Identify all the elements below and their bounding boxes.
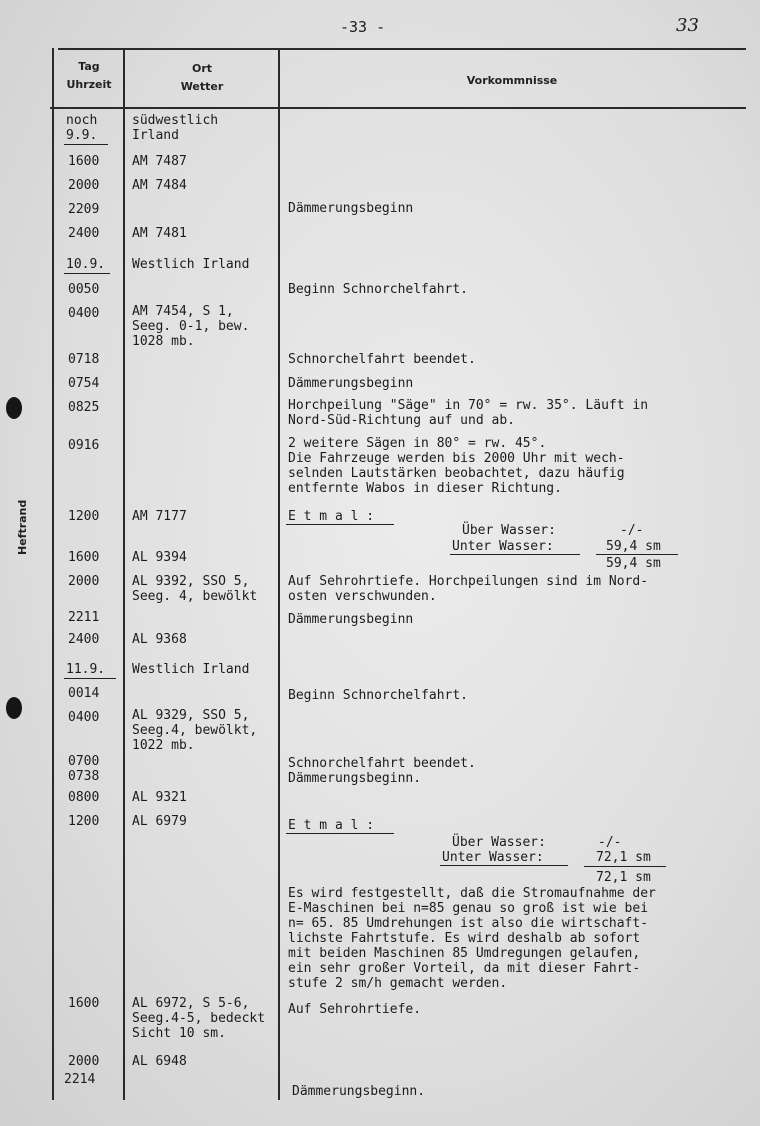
row-time: 2000 — [68, 1054, 100, 1069]
row-time: 0718 — [68, 352, 100, 367]
etmal-underline — [286, 833, 394, 834]
top-rule — [58, 48, 746, 50]
etmal-label-above: Über Wasser: — [452, 835, 546, 850]
etmal-sum-line — [596, 554, 678, 555]
row-time: 0700 0738 — [68, 754, 100, 784]
page-number: -33 - — [340, 18, 386, 36]
row-place: AL 9394 — [132, 550, 187, 565]
margin-label: Heftrand — [16, 499, 29, 555]
row-place: AM 7177 — [132, 509, 187, 524]
col-divider-2 — [123, 48, 125, 1100]
row-time: 0014 — [68, 686, 100, 701]
row-time: 1200 — [68, 509, 100, 524]
col-divider-1 — [52, 48, 54, 1100]
etmal-total: 72,1 sm — [596, 870, 651, 885]
row-place: Westlich Irland — [132, 257, 250, 272]
row-place: AL 6972, S 5-6, Seeg.4-5, bedeckt Sicht 10 sm. — [132, 996, 266, 1041]
row-place: AL 6948 — [132, 1054, 187, 1069]
row-time: 2400 — [68, 632, 100, 647]
row-time: 0050 — [68, 282, 100, 297]
date-underline — [64, 678, 116, 679]
row-event: Beginn Schnorchelfahrt. — [288, 282, 469, 297]
row-time: 1600 — [68, 154, 100, 169]
row-time: 0916 — [68, 438, 100, 453]
etmal-label-below-underline — [440, 865, 568, 866]
row-place: Westlich Irland — [132, 662, 250, 677]
etmal-value-above: -/- — [620, 523, 644, 538]
row-event: Horchpeilung "Säge" in 70° = rw. 35°. Läuft in Nord-Süd-Richtung auf und ab. — [288, 398, 649, 428]
etmal-total: 59,4 sm — [606, 556, 661, 571]
col-header-tag — [56, 58, 122, 94]
punch-hole — [6, 397, 22, 419]
row-place: südwestlich Irland — [132, 113, 219, 143]
row-time: 2211 — [68, 610, 100, 625]
date-underline — [64, 144, 108, 145]
row-event: Beginn Schnorchelfahrt. — [288, 688, 469, 703]
row-place: AM 7487 — [132, 154, 187, 169]
col-header-ort-line1: Ort — [191, 62, 213, 75]
col-header-tag-line1: Tag — [78, 60, 100, 73]
etmal-value-below: 59,4 sm — [606, 539, 661, 554]
row-event: Auf Sehrohrtiefe. Horchpeilungen sind im Nord- osten verschwunden. — [288, 574, 649, 604]
row-time: 2400 — [68, 226, 100, 241]
row-time: 0825 — [68, 400, 100, 415]
etmal-heading: E t m a l : — [288, 509, 375, 524]
row-event: Auf Sehrohrtiefe. — [288, 1002, 422, 1017]
row-time: 1600 — [68, 550, 100, 565]
etmal-label-below: Unter Wasser: — [452, 539, 554, 554]
row-time: 2214 — [64, 1072, 96, 1087]
row-event-paragraph: Es wird festgestellt, daß die Stromaufnahme der E-Maschinen bei n=85 genau so groß ist wie bei n= 65. 85 Umdrehungen ist also die wirtschaft- lichste Fahrtstufe. Es wird deshalb ab sofort mit beiden Maschinen 85 Umdregungen gelaufen, ein sehr großer Vorteil, da mit dieser Fahrt- stufe 2 sm/h gemacht werden. — [288, 886, 656, 991]
row-place: AL 6979 — [132, 814, 187, 829]
etmal-label-below-underline — [450, 554, 580, 555]
row-time: 0400 — [68, 710, 100, 725]
row-time: 10.9. — [66, 257, 106, 272]
page-number-handwritten: 33 — [676, 15, 699, 36]
etmal-label-above: Über Wasser: — [462, 523, 556, 538]
row-event: Dämmerungsbeginn — [288, 612, 414, 627]
row-event: Schnorchelfahrt beendet. — [288, 352, 476, 367]
row-place: AL 9392, SSO 5, Seeg. 4, bewölkt — [132, 574, 258, 604]
etmal-underline — [286, 524, 394, 525]
row-place: AM 7454, S 1, Seeg. 0-1, bew. 1028 mb. — [132, 304, 250, 349]
row-event: 2 weitere Sägen in 80° = rw. 45°. Die Fahrzeuge werden bis 2000 Uhr mit wech- selnden Lautstärken beobachtet, dazu häufig entfernte Wabos in dieser Richtung. — [288, 436, 625, 496]
etmal-heading: E t m a l : — [288, 818, 375, 833]
row-time: 2000 — [68, 178, 100, 193]
col-header-vorkommnisse: Vorkommnisse — [466, 74, 558, 87]
date-underline — [64, 273, 110, 274]
row-time: 11.9. — [66, 662, 106, 677]
col-header-tag-line2: Uhrzeit — [66, 78, 112, 91]
row-place: AL 9368 — [132, 632, 187, 647]
col-header-ort — [126, 60, 278, 96]
etmal-sum-line — [584, 866, 666, 867]
etmal-value-above: -/- — [598, 835, 622, 850]
row-place: AL 9329, SSO 5, Seeg.4, bewölkt, 1022 mb. — [132, 708, 258, 753]
row-time: 1600 — [68, 996, 100, 1011]
col-divider-3 — [278, 48, 280, 1100]
row-place: AM 7484 — [132, 178, 187, 193]
row-event: Dämmerungsbeginn — [288, 376, 414, 391]
row-place: AM 7481 — [132, 226, 187, 241]
row-time: 0754 — [68, 376, 100, 391]
row-time: 0800 — [68, 790, 100, 805]
row-place: AL 9321 — [132, 790, 187, 805]
row-time: 0400 — [68, 306, 100, 321]
punch-hole — [6, 697, 22, 719]
row-event: Dämmerungsbeginn. — [292, 1084, 426, 1099]
row-time: noch 9.9. — [66, 113, 98, 143]
row-time: 2000 — [68, 574, 100, 589]
row-event: Schnorchelfahrt beendet. Dämmerungsbeginn. — [288, 756, 476, 786]
row-event: Dämmerungsbeginn — [288, 201, 414, 216]
row-time: 2209 — [68, 202, 100, 217]
header-rule — [50, 107, 746, 109]
etmal-value-below: 72,1 sm — [596, 850, 651, 865]
col-header-ort-line2: Wetter — [180, 80, 224, 93]
etmal-label-below: Unter Wasser: — [442, 850, 544, 865]
row-time: 1200 — [68, 814, 100, 829]
